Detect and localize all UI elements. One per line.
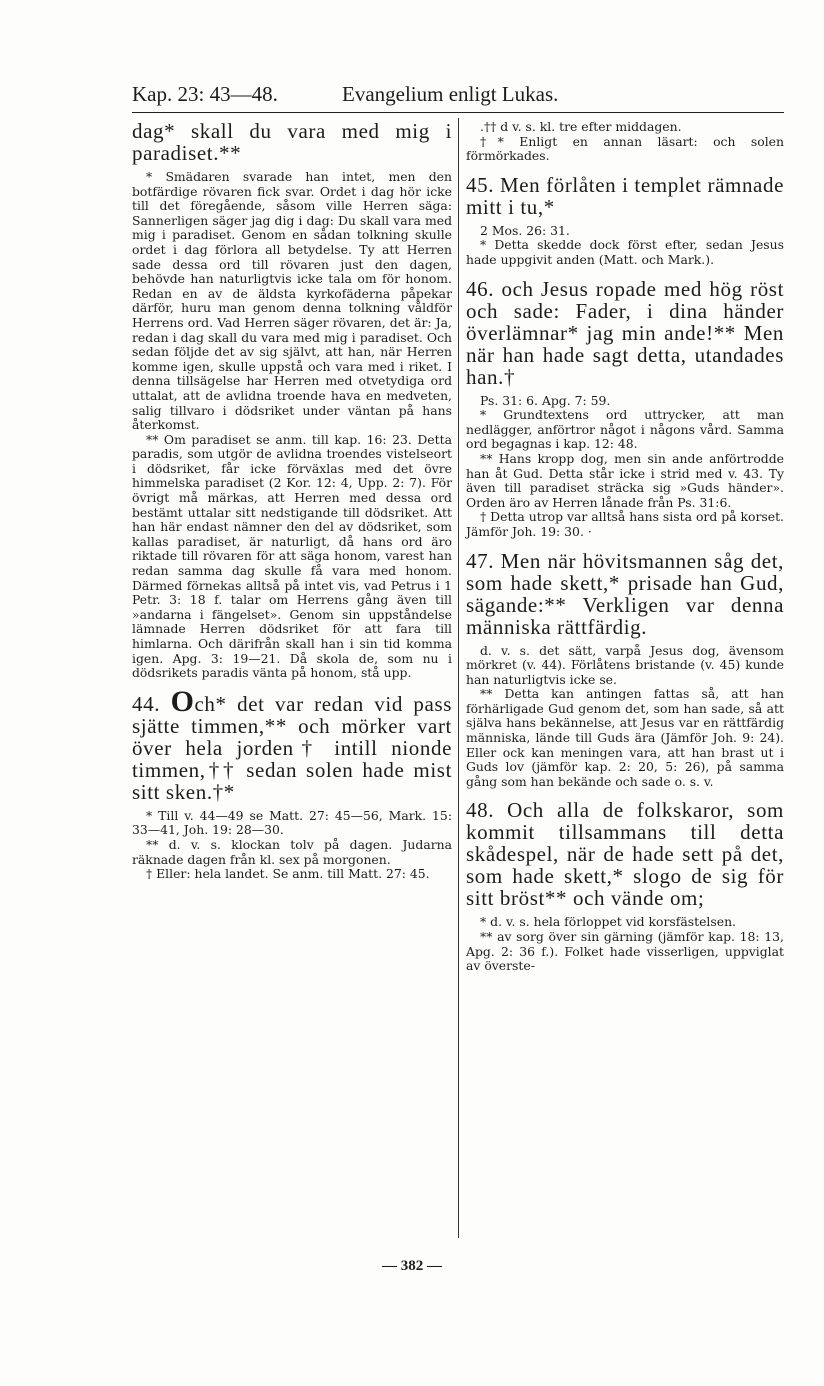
verse-48: 48. Och alla de folkskaror, som kommit tillsammans till detta skådespel, när de hade sett på det, som hade skett,* slogo de sig för sitt bröst** och vände om; <box>466 798 784 911</box>
footnote-44b: ** d. v. s. klockan tolv på dagen. Judarna räknade dagen från kl. sex på morgonen. <box>132 836 452 867</box>
footnote-47b: ** Detta kan antingen fattas så, att han förhärligade Gud genom det, som han sade, så att själva hans bekännelse, att Jesus var en rättfärdig människa, lände till Guds ära (Jämför Joh. 9: 24). Eller ock kan meningen vara, att han brast ut i Guds lov (jämför kap. 2: 20, 5: 26), på samma gång som han bekände och sade o. s. v. <box>466 686 784 789</box>
drop-initial: O <box>170 684 195 718</box>
page-number: — 382 — <box>382 1258 442 1274</box>
footnote-45-reference: 2 Mos. 26: 31. <box>480 222 570 238</box>
running-header <box>132 82 784 110</box>
chapter-reference: Kap. 23: 43—48. <box>132 82 278 106</box>
footnote-45a: * Detta skedde dock först efter, sedan Jesus hade uppgivit anden (Matt. och Mark.). <box>466 237 784 267</box>
footnote-44e: †* Enligt en annan läsart: och solen förmörkades. <box>466 133 784 164</box>
footnote-47a: d. v. s. det sätt, varpå Jesus dog, ävensom mörkret (v. 44). Förlåtens bristande (v. 45) kunde han naturligtvis icke se. <box>466 642 784 687</box>
left-column <box>132 120 452 882</box>
footnote-46-reference: Ps. 31: 6. Apg. 7: 59. <box>480 392 611 408</box>
footnote-43a: * Smädaren svarade han intet, men den botfärdige rövaren fick svar. Ordet i dag hör icke till det föregående, såsom ville Herren säga: Sannerligen säger jag dig i dag: Du skall vara med mig i paradiset. Genom en sådan tolkning skulle ordet i dag förlora all betydelse. Ty att Herren sade dessa ord till rövaren just den dagen, behövde han naturligtvis icke tala om för honom. Redan en av de äldsta kyrkofäderna påpekar därför, huru man genom denna tolkning våldför Herrens ord. Vad Herren säger rövaren, det är: Ja, redan i dag skall du vara med mig i paradiset. Och sedan följde det av sig självt, att han, när Herren komme igen, skulle uppstå och vara med i riket. I denna tillsägelse har Herren med otvetydiga ord uttalat, att de avlidna troende hava en medveten, salig tillvaro i dödsriket under väntan på hans återkomst. <box>132 169 452 433</box>
footnote-46b: ** Hans kropp dog, men sin ande anförtrodde han åt Gud. Detta står icke i strid med v. 43. Ty även till paradiset sträcka sig »Guds händer». Orden äro av Herren lånade från Ps. 31:6. <box>466 450 784 510</box>
verse-44 <box>132 684 452 804</box>
verse-47: 47. Men när hövitsmannen såg det, som hade skett,* prisade han Gud, sägande:** Verkligen var denna människa rättfärdig. <box>466 548 784 639</box>
verse-44-text: ch* det var redan vid pass sjätte timmen,** och mörker vart över hela jorden† intill nionde timmen,†† sedan solen hade mist sitt sken.†* <box>132 691 452 804</box>
column-divider <box>458 118 459 1238</box>
footnote-44c: † Eller: hela landet. Se anm. till Matt. 27: 45. <box>146 866 430 882</box>
book-title: Evangelium enligt Lukas. <box>342 82 559 106</box>
verse-46: 46. och Jesus ropade med hög röst och sade: Fader, i dina händer överlämnar* jag min ande!** Men när han hade sagt detta, utandades han.† <box>466 276 784 389</box>
footnote-44d: .†† d v. s. kl. tre efter middagen. <box>480 119 682 134</box>
footnote-43b: ** Om paradiset se anm. till kap. 16: 23. Detta paradis, som utgör de avlidna troendes vistelseort i dödsriket, får icke förväxlas med det övre himmelska paradiset (2 Kor. 12: 4, Upp. 2: 7). För övrigt må märkas, att Herren med dessa ord bestämt uttalar sitt nedstigande till dödsriket. Att han här endast nämner den del av dödsriket, som kallas paradiset, är naturligt, då hans ord äro riktade till rövaren för att säga honom, varest han redan samma dag skulle få vara med honom. Därmed förnekas alltså på intet vis, vad Petrus i 1 Petr. 3: 18 f. talar om Herrens gång även till »andarna i fängelset». Genom sin uppståndelse lämnade Herren dödsriket för att fara till himlarna. Och därifrån skall han i sin tid komma igen. Apg. 3: 19—21. Då skola de, som nu i dödsrikets paradis vänta på honom, stå upp. <box>132 431 452 681</box>
verse-44-number: 44. <box>132 691 161 716</box>
verse-43-continuation: dag* skall du vara med mig i paradiset.** <box>132 119 452 165</box>
footnote-44a: * Till v. 44—49 se Matt. 27: 45—56, Mark. 15: 33—41, Joh. 19: 28—30. <box>132 807 452 838</box>
footnote-46a: * Grundtextens ord uttrycker, att man nedlägger, anförtror något i någons vård. Samma ord begagnas i kap. 12: 48. <box>466 407 784 452</box>
footnote-48b: ** av sorg över sin gärning (jämför kap. 18: 13, Apg. 2: 36 f.). Folket hade visserligen, uppviglat av överste- <box>466 929 784 974</box>
header-rule <box>132 112 784 113</box>
verse-45: 45. Men förlåten i templet rämnade mitt i tu,* <box>466 172 784 219</box>
right-column <box>466 120 784 974</box>
footnote-48a: * d. v. s. hela förloppet vid korsfästelsen. <box>480 914 736 930</box>
footnote-46c: † Detta utrop var alltså hans sista ord på korset. Jämför Joh. 19: 30. · <box>466 509 784 539</box>
